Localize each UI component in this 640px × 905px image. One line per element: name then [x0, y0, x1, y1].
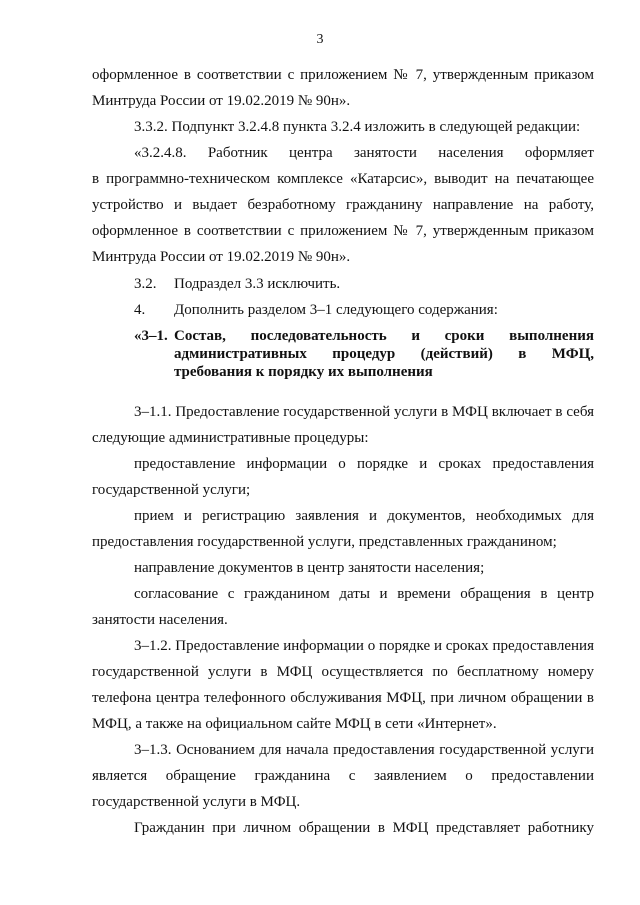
- paragraph-line: государственной услуги;: [92, 482, 251, 498]
- paragraph-line: предоставления государственной услуги, представленных гражданином;: [92, 534, 557, 550]
- paragraph-line: 3–1.1. Предоставление государственной услуги в МФЦ включает в себя: [134, 404, 594, 420]
- document-body: [92, 62, 594, 841]
- section-heading-number: «3–1.: [134, 328, 168, 344]
- paragraph-332: 3.3.2. Подпункт 3.2.4.8 пункта 3.2.4 изложить в следующей редакции:: [134, 119, 581, 135]
- paragraph-line: Минтруда России от 19.02.2019 № 90н».: [92, 93, 351, 109]
- list-item-4: [92, 297, 594, 323]
- paragraph-line: государственной услуги в МФЦ осуществляется по бесплатному номеру: [92, 664, 594, 680]
- paragraph-line: следующие административные процедуры:: [92, 430, 369, 446]
- list-item-number: 4.: [134, 302, 146, 318]
- paragraph-line: Гражданин при личном обращении в МФЦ представляет работнику: [134, 820, 594, 836]
- paragraph-line: «3.2.4.8. Работник центра занятости населения оформляет: [134, 145, 594, 161]
- paragraph-line: является обращение гражданина с заявлением о предоставлении: [92, 768, 594, 784]
- list-item-text: Подраздел 3.3 исключить.: [174, 276, 341, 292]
- list-item-number: 3.2.: [134, 276, 157, 292]
- paragraph-line: 3–1.2. Предоставление информации о порядке и сроках предоставления: [134, 638, 594, 654]
- paragraph-line: оформленное в соответствии с приложением № 7, утвержденным приказом: [92, 223, 594, 239]
- paragraph-line: согласование с гражданином даты и времени обращения в центр: [134, 586, 594, 602]
- paragraph-line: устройство и выдает безработному гражданину направление на работу,: [92, 197, 594, 213]
- paragraph-line: в программно-техническом комплексе «Катарсис», выводит на печатающее: [92, 171, 594, 187]
- list-item-text: Дополнить разделом 3–1 следующего содержания:: [174, 302, 498, 318]
- list-item-3-2: [92, 271, 594, 297]
- paragraph-line: предоставление информации о порядке и сроках предоставления: [134, 456, 594, 472]
- paragraph-line: занятости населения.: [92, 612, 228, 628]
- paragraph-line: направление документов в центр занятости населения;: [134, 560, 485, 576]
- paragraph-line: государственной услуги в МФЦ.: [92, 794, 301, 810]
- paragraph-line: оформленное в соответствии с приложением № 7, утвержденным приказом: [92, 67, 594, 83]
- paragraph-line: 3–1.3. Основанием для начала предоставления государственной услуги: [134, 742, 594, 758]
- section-heading: [92, 327, 594, 381]
- section-heading-line: Состав, последовательность и сроки выполнения: [174, 328, 594, 344]
- section-heading-line: административных процедур (действий) в МФЦ,: [174, 346, 594, 362]
- paragraph-line: телефона центра телефонного обслуживания МФЦ, при личном обращении в: [92, 690, 594, 706]
- paragraph-line: Минтруда России от 19.02.2019 № 90н».: [92, 249, 351, 265]
- page-number: 3: [316, 32, 324, 47]
- paragraph-line: прием и регистрацию заявления и документов, необходимых для: [134, 508, 594, 524]
- section-heading-line: требования к порядку их выполнения: [174, 364, 433, 380]
- paragraph-line: МФЦ, а также на официальном сайте МФЦ в сети «Интернет».: [92, 716, 497, 732]
